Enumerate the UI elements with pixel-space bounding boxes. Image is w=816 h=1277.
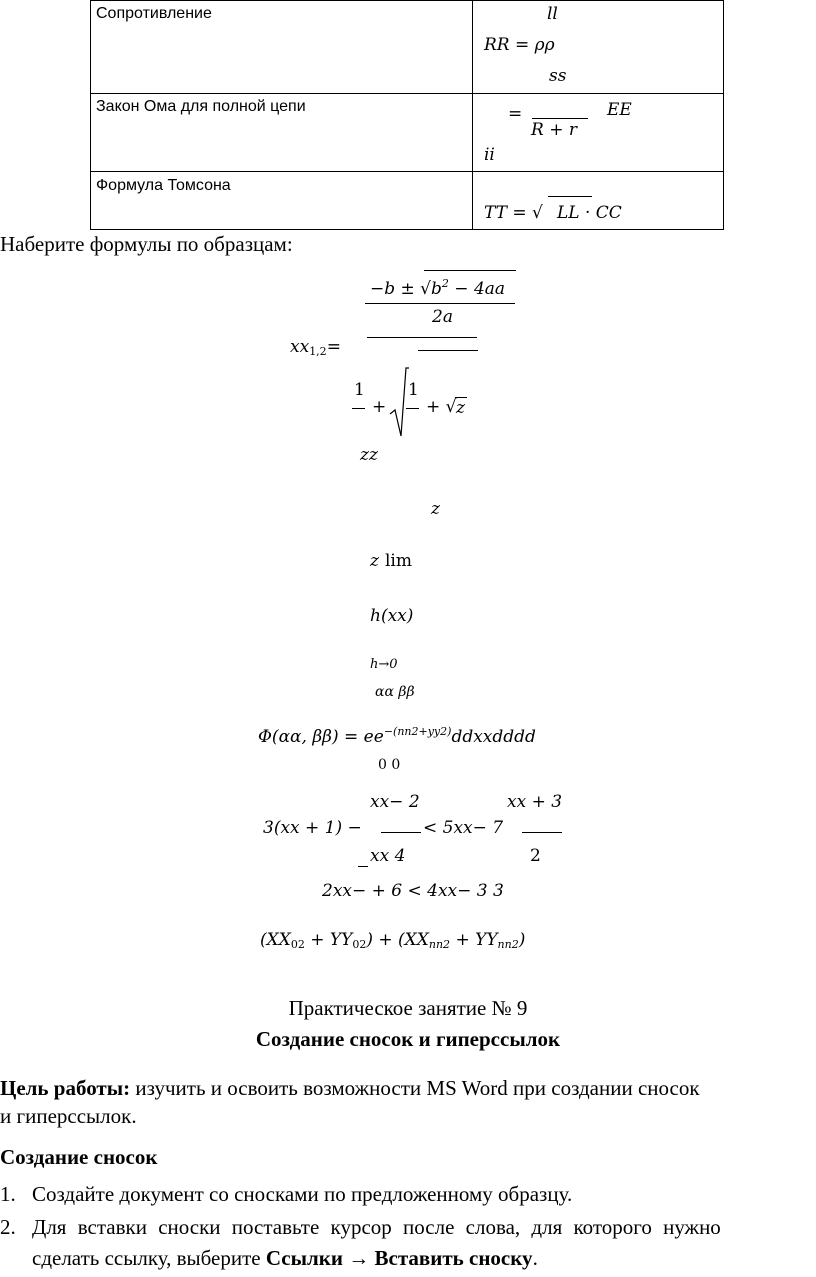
- formula1-one: 1: [354, 380, 365, 400]
- menu-path: Ссылки → Вставить сноску: [265, 1246, 533, 1270]
- formula2-hxx: h(xx): [370, 606, 414, 626]
- table-row-label: Закон Ома для полной цепи: [96, 98, 306, 115]
- list-item-text: Для вставки сноски поставьте курсор после слова, для которого нужно: [32, 1215, 721, 1239]
- formula6: $(XX_{02} + YY_{02}) + (XX_{nn2} + YY_{nn2})$: [260, 930, 526, 951]
- formula1-zz: zz: [360, 445, 378, 465]
- formula2-lim: lim: [385, 551, 412, 571]
- formula1-plus: +: [372, 397, 387, 417]
- subheading: Создание сносок: [0, 1145, 158, 1169]
- goal-text: изучить и освоить возможности MS Word при создании сносок: [130, 1076, 700, 1100]
- formula4-num1: xx− 2: [370, 792, 420, 812]
- formula-radicand: LL · CC: [557, 203, 622, 223]
- instruction-text: Наберите формулы по образцам:: [0, 232, 293, 256]
- formula5: 2xx− + 6 < 4xx− 3 3: [322, 881, 504, 901]
- formula3-limits-top: αα ββ: [375, 684, 415, 700]
- list-item-text: Создайте документ со сносками по предложенному образцу.: [32, 1182, 573, 1206]
- formula-equals: =: [508, 104, 523, 124]
- section-title: Практическое занятие № 9: [288, 996, 528, 1020]
- formula2-sub: h→0: [370, 657, 398, 672]
- formula-lhs: TT = √: [484, 203, 543, 223]
- formula1-top-denominator: 2a: [432, 307, 453, 327]
- goal-paragraph: [0, 1076, 700, 1101]
- goal-text-cont: и гиперссылок.: [0, 1104, 137, 1128]
- formula3-limits-bottom: 0 0: [378, 757, 401, 773]
- formula1-z-alone: z: [431, 499, 440, 519]
- formula1-plus-sqrt: + √: [426, 397, 457, 417]
- list-item-number: 1.: [0, 1182, 16, 1206]
- formula1-top-numerator: $-b \pm √b^2 - 4aa$: [370, 277, 506, 299]
- list-item-text-cont: сделать ссылку, выберите Ссылки → Вставить сноску.: [32, 1246, 538, 1270]
- formula-numerator: ll: [547, 4, 558, 24]
- table-row-label: Формула Томсона: [96, 177, 231, 194]
- formula3-body: Φ(αα, $\beta\beta) = ee^{-(nn2+yy2)}ddxxdddd$: [258, 725, 536, 747]
- list-item-number: 2.: [0, 1215, 16, 1239]
- formula-lhs: RR = ρρ: [484, 35, 555, 55]
- formula-denominator: ss: [549, 66, 567, 86]
- formula4-den1: xx 4: [370, 846, 406, 866]
- formula1-lhs: $xx_{1,2}=$: [290, 337, 341, 358]
- table-row-label: Сопротивление: [96, 5, 212, 22]
- formula4-mid2: < 5xx− 7: [423, 818, 504, 838]
- radical-sign-icon: [389, 366, 409, 438]
- formula-right: EE: [607, 100, 632, 120]
- goal-label: Цель работы:: [0, 1076, 131, 1100]
- formula4-num2: xx + 3: [507, 792, 563, 812]
- formula2-z: z: [370, 551, 379, 571]
- formula-below: ii: [484, 145, 495, 165]
- formula1-one: 1: [408, 380, 419, 400]
- formula1-z: z: [456, 398, 465, 418]
- formula4-den2: 2: [530, 846, 541, 866]
- section-subtitle: Создание сносок и гиперссылок: [255, 1027, 561, 1051]
- formula4-mid: 3(xx + 1) −: [263, 818, 362, 838]
- formula-denominator: R + r: [531, 120, 577, 140]
